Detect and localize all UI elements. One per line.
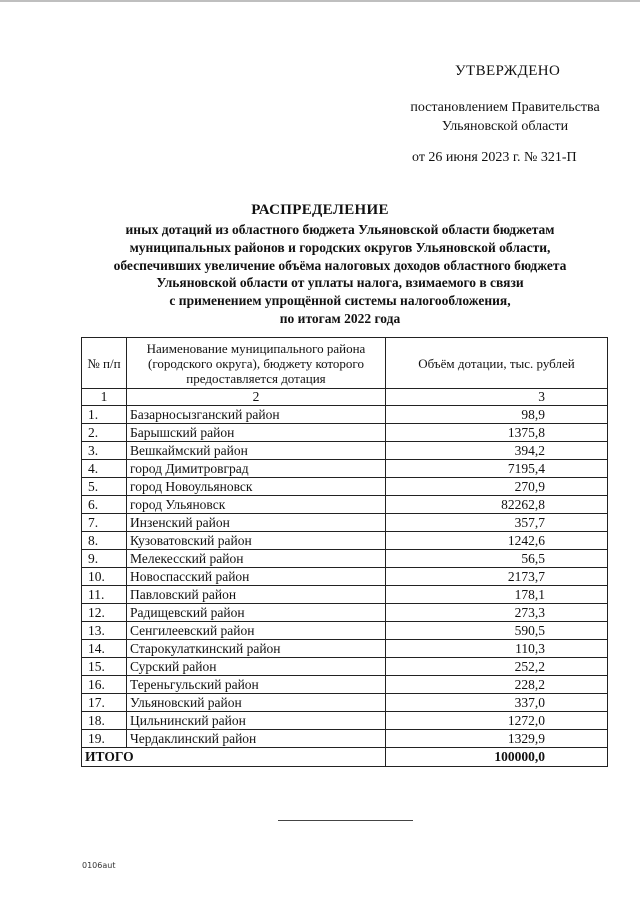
row-number: 2. [82, 424, 127, 442]
table-row [82, 622, 608, 640]
row-name: Мелекесский район [127, 550, 386, 568]
table-row [82, 442, 608, 460]
decree-date: от 26 июня 2023 г. № 321-П [412, 150, 577, 165]
row-name: Барышский район [127, 424, 386, 442]
row-value: 252,2 [385, 658, 607, 676]
row-number: 9. [82, 550, 127, 568]
row-name: Базарносызганский район [127, 406, 386, 424]
document-subtitle [70, 221, 610, 328]
row-name: Чердаклинский район [127, 730, 386, 748]
row-value: 1242,6 [385, 532, 607, 550]
approved-stamp: УТВЕРЖДЕНО [455, 63, 561, 79]
row-value: 394,2 [385, 442, 607, 460]
subtitle-line: обеспечивших увеличение объёма налоговых доходов областного бюджета [113, 257, 567, 273]
column-number-row [82, 389, 608, 406]
subtitle-line: муниципальных районов и городских округов Ульяновской области, [129, 239, 551, 255]
row-value: 337,0 [385, 694, 607, 712]
row-value: 178,1 [385, 586, 607, 604]
table-row [82, 532, 608, 550]
row-number: 12. [82, 604, 127, 622]
table-row [82, 694, 608, 712]
table-row [82, 658, 608, 676]
subtitle-line: по итогам 2022 года [279, 310, 401, 326]
total-value: 100000,0 [385, 748, 607, 767]
scan-edge [0, 0, 640, 2]
table-row [82, 604, 608, 622]
table-row [82, 586, 608, 604]
header-name: Наименование муниципального района (городского округа), бюджету которого предоставляется дотация [127, 338, 386, 389]
row-name: Цильнинский район [127, 712, 386, 730]
row-value: 56,5 [385, 550, 607, 568]
row-name: город Ульяновск [127, 496, 386, 514]
row-number: 7. [82, 514, 127, 532]
row-number: 17. [82, 694, 127, 712]
row-number: 15. [82, 658, 127, 676]
table-row [82, 514, 608, 532]
table-row [82, 730, 608, 748]
row-number: 13. [82, 622, 127, 640]
decree-line: постановлением Правительства [410, 100, 600, 115]
row-value: 228,2 [385, 676, 607, 694]
row-name: Новоспасский район [127, 568, 386, 586]
row-number: 16. [82, 676, 127, 694]
table-row [82, 406, 608, 424]
subtitle-line: Ульяновской области от уплаты налога, взимаемого в связи [156, 275, 524, 291]
distribution-table [81, 337, 608, 767]
row-name: Инзенский район [127, 514, 386, 532]
row-number: 10. [82, 568, 127, 586]
subtitle-line: с применением упрощённой системы налогообложения, [169, 293, 511, 309]
table-header-row [82, 338, 608, 389]
document-title: РАСПРЕДЕЛЕНИЕ [251, 202, 389, 218]
table-body [82, 406, 608, 748]
row-value: 273,3 [385, 604, 607, 622]
subtitle-line: иных дотаций из областного бюджета Ульяновской области бюджетам [125, 222, 555, 237]
row-name: город Новоульяновск [127, 478, 386, 496]
row-name: Сенгилеевский район [127, 622, 386, 640]
row-name: Старокулаткинский район [127, 640, 386, 658]
row-name: Кузоватовский район [127, 532, 386, 550]
row-value: 357,7 [385, 514, 607, 532]
row-number: 1. [82, 406, 127, 424]
row-name: Радищевский район [127, 604, 386, 622]
row-value: 7195,4 [385, 460, 607, 478]
row-number: 14. [82, 640, 127, 658]
header-num: № п/п [82, 338, 127, 389]
decree-reference [400, 98, 610, 136]
row-value: 1329,9 [385, 730, 607, 748]
row-name: Ульяновский район [127, 694, 386, 712]
row-value: 1272,0 [385, 712, 607, 730]
row-name: город Димитровград [127, 460, 386, 478]
row-name: Вешкаймский район [127, 442, 386, 460]
column-number: 3 [385, 389, 607, 406]
column-number: 2 [127, 389, 386, 406]
row-value: 1375,8 [385, 424, 607, 442]
table-row [82, 550, 608, 568]
separator-line [278, 820, 413, 821]
table-row [82, 640, 608, 658]
row-value: 82262,8 [385, 496, 607, 514]
row-value: 270,9 [385, 478, 607, 496]
table-row [82, 424, 608, 442]
row-number: 11. [82, 586, 127, 604]
row-number: 6. [82, 496, 127, 514]
row-name: Сурский район [127, 658, 386, 676]
table-row [82, 676, 608, 694]
table-row [82, 712, 608, 730]
row-number: 5. [82, 478, 127, 496]
row-number: 8. [82, 532, 127, 550]
row-number: 18. [82, 712, 127, 730]
decree-line: Ульяновской области [441, 119, 569, 134]
row-number: 3. [82, 442, 127, 460]
row-value: 2173,7 [385, 568, 607, 586]
total-label: ИТОГО [82, 748, 386, 767]
row-name: Павловский район [127, 586, 386, 604]
table-row [82, 496, 608, 514]
row-value: 590,5 [385, 622, 607, 640]
row-number: 4. [82, 460, 127, 478]
row-value: 110,3 [385, 640, 607, 658]
table-row [82, 478, 608, 496]
column-number: 1 [82, 389, 127, 406]
table-row [82, 460, 608, 478]
header-value: Объём дотации, тыс. рублей [385, 338, 607, 389]
row-number: 19. [82, 730, 127, 748]
footer-code: 0106aut [82, 861, 116, 870]
table-row [82, 568, 608, 586]
total-row [82, 748, 608, 767]
row-value: 98,9 [385, 406, 607, 424]
row-name: Тереньгульский район [127, 676, 386, 694]
